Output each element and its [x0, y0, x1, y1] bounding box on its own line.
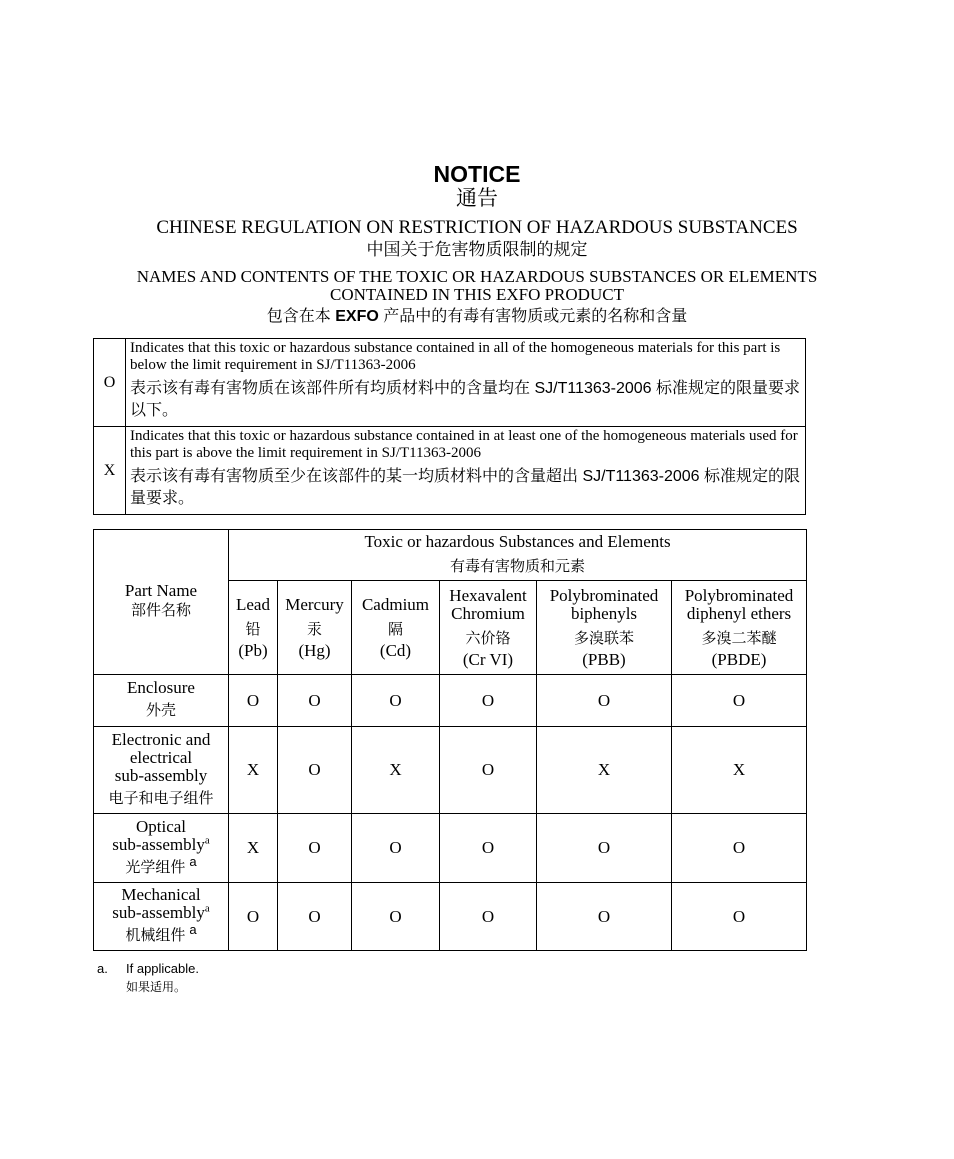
substance-value-cell: O — [440, 727, 537, 814]
footnote-marker-cn: a — [189, 922, 197, 937]
footnote-label: a. — [97, 961, 108, 976]
substance-value-cell: O — [278, 814, 352, 883]
legend-description — [126, 339, 806, 427]
column-header — [278, 581, 352, 675]
footnote — [97, 960, 199, 996]
substances-group-header — [229, 530, 807, 581]
column-header — [672, 581, 807, 675]
column-header-en: Lead — [236, 594, 270, 614]
column-header-symbol: (Pb) — [238, 640, 268, 660]
substances-group-header-en: Toxic or hazardous Substances and Elements — [364, 531, 671, 551]
column-header-cn: 六价铬 — [465, 629, 511, 647]
names-cn-pre: 包含在本 — [266, 308, 331, 325]
part-name-en-line — [94, 818, 228, 836]
substance-value-cell: O — [672, 883, 807, 951]
substance-value-cell: O — [352, 814, 440, 883]
column-header — [229, 581, 278, 675]
part-name-header-cn: 部件名称 — [130, 602, 191, 619]
substances-group-header-cn: 有毒有害物质和元素 — [450, 557, 586, 575]
part-name-cn: 外壳 — [145, 702, 176, 719]
legend-description — [126, 427, 806, 515]
part-name-en-text: sub-assembly — [112, 903, 205, 922]
column-header-cn: 多溴联苯 — [573, 629, 634, 647]
part-name-cn-line — [94, 922, 228, 947]
part-name-header — [94, 530, 229, 675]
legend-table — [93, 338, 806, 515]
substance-value-cell: X — [352, 727, 440, 814]
part-name-header-en: Part Name — [124, 581, 198, 600]
substance-value-cell: O — [537, 675, 672, 727]
column-header-en: Polybrominated diphenyl ethers — [684, 585, 794, 623]
part-name-cn: 机械组件 — [125, 927, 186, 944]
table-row — [94, 883, 807, 951]
footnote-text-cn: 如果适用。 — [126, 980, 187, 994]
part-name-cn-line — [94, 788, 228, 810]
substance-value-cell: O — [537, 883, 672, 951]
part-name-en-text: sub-assembly — [112, 834, 205, 854]
substance-value-cell: O — [229, 883, 278, 951]
substance-value-cell: O — [440, 883, 537, 951]
column-header — [537, 581, 672, 675]
legend-description-en: Indicates that this toxic or hazardous substance contained in all of the homogeneous materials for this part is below the limit requirement in SJ/T11363-2006 — [130, 340, 781, 373]
legend-row — [94, 339, 806, 427]
part-name-cn: 电子和电子组件 — [108, 789, 214, 807]
part-name-en-text: Mechanical — [121, 885, 201, 904]
part-name-cell — [94, 814, 229, 883]
names-heading-cn — [0, 306, 954, 328]
notice-title-cn: 通告 — [456, 187, 498, 210]
column-header-en: Polybrominated biphenyls — [549, 585, 659, 623]
footnote-marker-cn: a — [189, 853, 197, 869]
column-header — [440, 581, 537, 675]
part-name-cn-line — [94, 853, 228, 879]
part-name-cn: 光学组件 — [125, 858, 186, 876]
column-header-symbol: (Hg) — [298, 640, 331, 660]
legend-description-cn: 表示该有毒有害物质在该部件所有均质材料中的含量均在 SJ/T11363-2006 标准规定的限量要求以下。 — [130, 380, 801, 419]
legend-description-en: Indicates that this toxic or hazardous substance contained in at least one of the homogeneous materials used for this part is above the limit requirement in SJ/T11363-2006 — [130, 428, 798, 461]
part-name-en-text: Electronic and — [111, 729, 211, 749]
substance-table — [93, 529, 807, 951]
substance-value-cell: O — [672, 675, 807, 727]
part-name-en-line — [94, 679, 228, 697]
column-header-cn: 汞 — [306, 620, 322, 638]
notice-title: NOTICE — [433, 161, 521, 187]
legend-symbol: X — [94, 427, 126, 515]
substance-value-cell: O — [672, 814, 807, 883]
footnote-marker: a — [204, 833, 210, 846]
part-name-en-line — [94, 833, 228, 854]
column-header-cn: 铅 — [245, 620, 261, 638]
legend-row — [94, 427, 806, 515]
column-header-symbol: (PBDE) — [711, 649, 767, 669]
part-name-cell — [94, 883, 229, 951]
names-cn-brand: EXFO — [335, 308, 379, 325]
column-header-en: Cadmium — [361, 594, 430, 614]
part-name-en-text: electrical — [129, 747, 193, 767]
substance-value-cell: O — [440, 814, 537, 883]
substance-value-cell: O — [537, 814, 672, 883]
substance-table-body — [94, 675, 807, 951]
header-row-group — [94, 530, 807, 581]
table-row — [94, 675, 807, 727]
part-name-en-line — [94, 886, 228, 904]
substance-value-cell: O — [278, 675, 352, 727]
part-name-en-line — [94, 767, 228, 785]
part-name-en-line — [94, 731, 228, 749]
table-row — [94, 727, 807, 814]
part-name-en-text: sub-assembly — [114, 765, 208, 785]
column-header-symbol: (Cd) — [379, 640, 412, 660]
legend-description-cn: 表示该有毒有害物质至少在该部件的某一均质材料中的含量超出 SJ/T11363-2006 标准规定的限量要求。 — [130, 468, 801, 507]
column-header-cn: 多溴二苯醚 — [701, 629, 777, 647]
substance-value-cell: X — [229, 814, 278, 883]
substance-value-cell: X — [537, 727, 672, 814]
column-header — [352, 581, 440, 675]
legend-symbol: O — [94, 339, 126, 427]
part-name-en-line — [94, 904, 228, 922]
column-header-symbol: (PBB) — [582, 649, 626, 669]
part-name-cn-line — [94, 700, 228, 722]
substance-value-cell: O — [352, 675, 440, 727]
names-cn-post: 产品中的有毒有害物质或元素的名称和含量 — [383, 308, 688, 325]
column-header-symbol: (Cr VI) — [462, 649, 514, 669]
regulation-heading: CHINESE REGULATION ON RESTRICTION OF HAZARDOUS SUBSTANCES — [156, 217, 798, 238]
substance-value-cell: O — [278, 883, 352, 951]
part-name-cell — [94, 727, 229, 814]
substance-value-cell: O — [440, 675, 537, 727]
column-header-cn: 隔 — [387, 620, 403, 638]
substance-value-cell: O — [229, 675, 278, 727]
substance-value-cell: O — [278, 727, 352, 814]
part-name-cell — [94, 675, 229, 727]
names-heading-line1: NAMES AND CONTENTS OF THE TOXIC OR HAZARDOUS SUBSTANCES OR ELEMENTS — [136, 267, 818, 286]
part-name-en-line — [94, 749, 228, 767]
table-row — [94, 814, 807, 883]
substance-value-cell: X — [672, 727, 807, 814]
column-header-en: Hexavalent Chromium — [449, 585, 527, 623]
footnote-text: If applicable. — [126, 961, 199, 976]
part-name-en-text: Enclosure — [127, 678, 195, 697]
regulation-heading-cn: 中国关于危害物质限制的规定 — [366, 240, 588, 259]
part-name-en-text: Optical — [135, 816, 187, 836]
column-header-en: Mercury — [285, 594, 344, 614]
footnote-marker: a — [204, 902, 210, 915]
substance-value-cell: O — [352, 883, 440, 951]
substance-value-cell: X — [229, 727, 278, 814]
names-heading-line2: CONTAINED IN THIS EXFO PRODUCT — [330, 285, 624, 304]
